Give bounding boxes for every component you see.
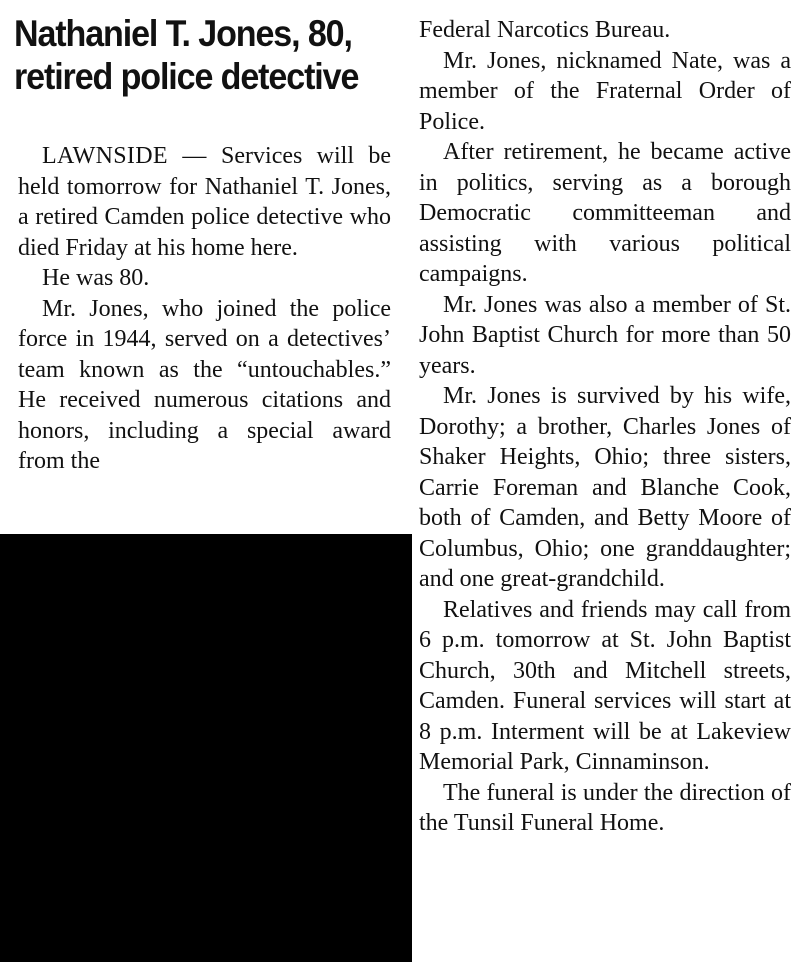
politics-paragraph: After retirement, he became active in politics, serving as a borough Democratic committeeman and assisting with various political campaigns. <box>419 139 791 287</box>
age-paragraph: He was 80. <box>42 265 150 291</box>
headline-line-2: retired police detective <box>14 56 359 97</box>
headline <box>14 12 368 98</box>
church-paragraph: Mr. Jones was also a member of St. John Baptist Church for more than 50 years. <box>419 291 791 379</box>
right-column <box>419 15 791 839</box>
headline-line-1: Nathaniel T. Jones, 80, <box>14 13 352 54</box>
career-paragraph: Mr. Jones, who joined the police force in 1944, served on a detectives’ team known as the “untouchables.” He received numerous citations and honors, including a special award from the <box>18 295 391 474</box>
left-column <box>18 141 391 477</box>
membership-paragraph: Mr. Jones, nicknamed Nate, was a member of the Fraternal Order of Police. <box>419 47 791 135</box>
survivors-paragraph: Mr. Jones is survived by his wife, Dorothy; a brother, Charles Jones of Shaker Heights, Ohio; three sisters, Carrie Foreman and Blanche Cook, both of Camden, and Betty Moore of Columbus, Ohio; one granddaughter; and one great-grandchild. <box>419 383 791 592</box>
redaction-block <box>0 534 412 962</box>
lead-text: Services will be held tomorrow for Nathaniel T. Jones, a retired Camden police detective who died Friday at his home here. <box>18 143 391 261</box>
funeral-home-paragraph: The funeral is under the direction of the Tunsil Funeral Home. <box>419 779 791 836</box>
lead-paragraph <box>18 141 391 263</box>
dateline: LAWNSIDE — <box>42 143 207 169</box>
visitation-paragraph: Relatives and friends may call from 6 p.m. tomorrow at St. John Baptist Church, 30th and Mitchell streets, Camden. Funeral services will start at 8 p.m. Interment will be at Lakeview Memorial Park, Cinnaminson. <box>419 596 791 775</box>
continuation-paragraph: Federal Narcotics Bureau. <box>419 17 671 43</box>
